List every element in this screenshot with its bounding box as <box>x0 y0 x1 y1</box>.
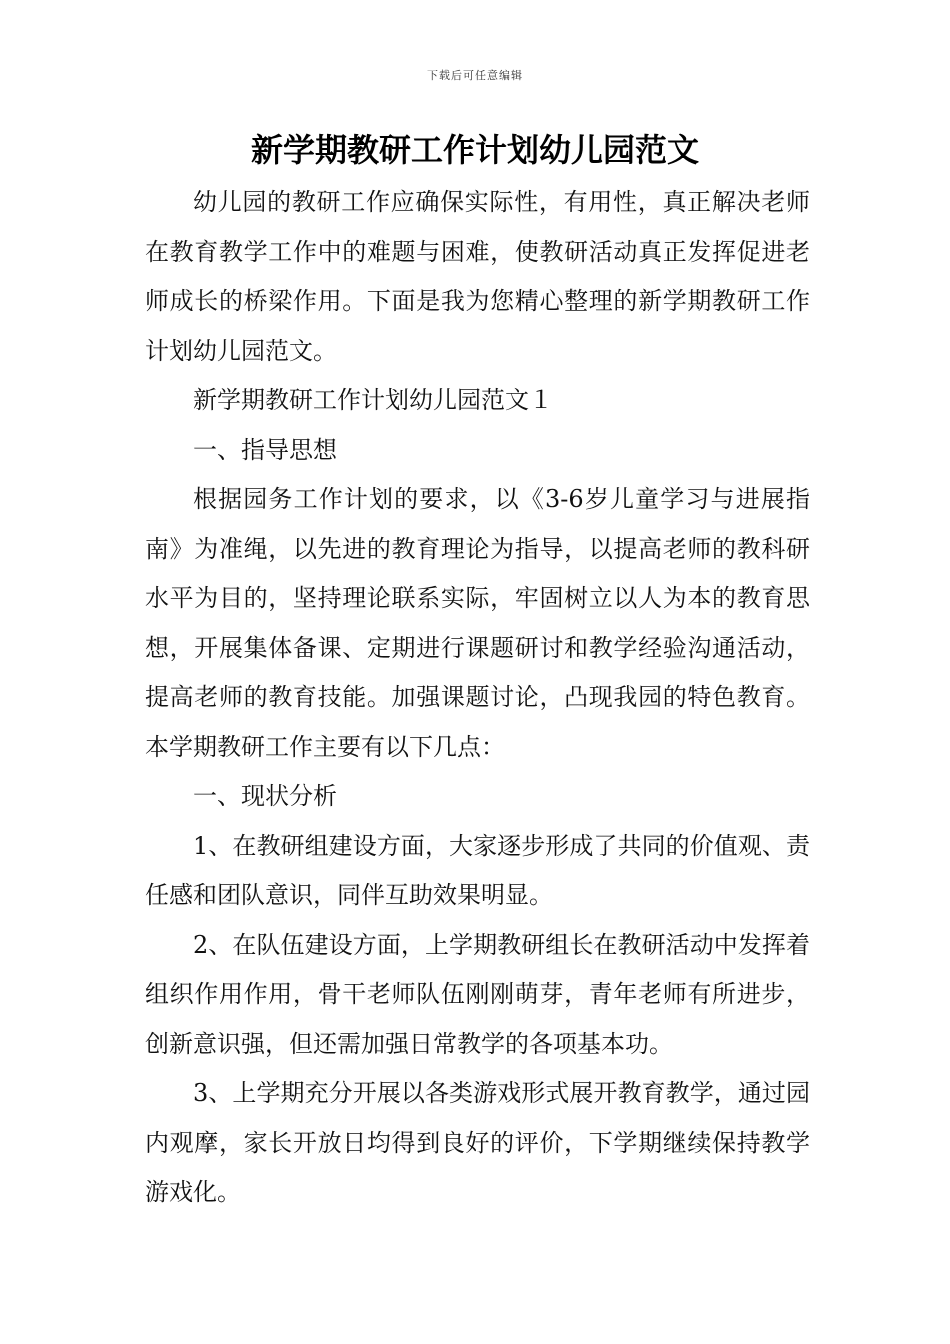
paragraph-item-3: 3、上学期充分开展以各类游戏形式展开教育教学，通过园内观摩，家长开放日均得到良好的评价，下学期继续保持教学游戏化。 <box>145 1079 810 1206</box>
header-note: 下载后可任意编辑 <box>427 69 523 82</box>
heading-guiding-ideology: 一、指导思想 <box>193 435 337 464</box>
document-body <box>145 178 810 1218</box>
document-title: 新学期教研工作计划幼儿园范文 <box>250 131 699 169</box>
paragraph-guiding-ideology: 根据园务工作计划的要求，以《3-6岁儿童学习与进展指南》为准绳，以先进的教育理论为指导，以提高老师的教科研水平为目的，坚持理论联系实际，牢固树立以人为本的教育思想，开展集体备课、定期进行课题研讨和教学经验沟通活动，提高老师的教育技能。加强课题讨论，凸现我园的特色教育。本学期教研工作主要有以下几点： <box>145 485 810 761</box>
paragraph-item-2: 2、在队伍建设方面，上学期教研组长在教研活动中发挥着组织作用作用，骨干老师队伍刚刚萌芽，青年老师有所进步，创新意识强，但还需加强日常教学的各项基本功。 <box>145 930 810 1058</box>
section-title: 新学期教研工作计划幼儿园范文１ <box>193 386 553 414</box>
paragraph-item-1: 1、在教研组建设方面，大家逐步形成了共同的价值观、责任感和团队意识，同伴互助效果明显。 <box>145 831 810 909</box>
intro-paragraph: 幼儿园的教研工作应确保实际性，有用性，真正解决老师在教育教学工作中的难题与困难，使教研活动真正发挥促进老师成长的桥梁作用。下面是我为您精心整理的新学期教研工作计划幼儿园范文。 <box>145 188 810 365</box>
heading-status-analysis: 一、现状分析 <box>193 782 337 810</box>
